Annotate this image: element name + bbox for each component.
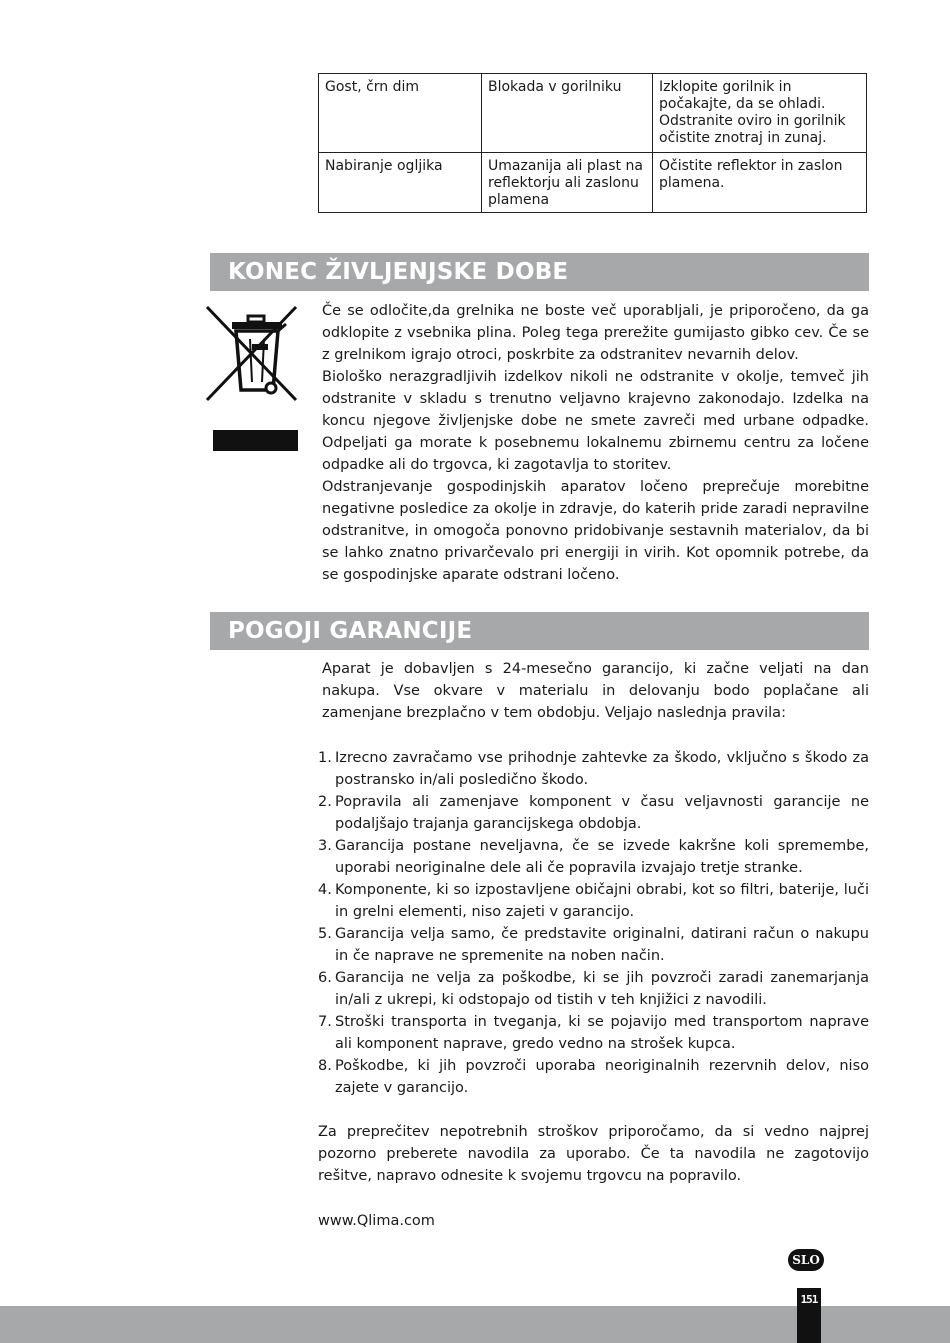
warranty-rules-list xyxy=(318,747,869,1099)
list-text: Stroški transporta in tveganja, ki se pojavijo med transportom naprave ali komponent naprave, gredo vedno na strošek kupca. xyxy=(335,1014,869,1052)
list-text: Poškodbe, ki jih povzroči uporaba neoriginalnih rezervnih delov, niso zajete v garancijo. xyxy=(335,1058,869,1096)
list-text: Izrecno zavračamo vse prihodnje zahtevke za škodo, vključno s škodo za postransko in/ali posledično škodo. xyxy=(335,750,869,788)
warranty-closing xyxy=(318,1121,869,1187)
list-item xyxy=(318,923,869,967)
list-item xyxy=(318,967,869,1011)
paragraph: Aparat je dobavljen s 24-mesečno garancijo, ki začne veljati na dan nakupa. Vse okvare v materialu in delovanju bodo poplačane ali zamenjane brezplačno v tem obdobju. Veljajo naslednja pravila: xyxy=(322,661,869,721)
warranty-heading: POGOJI GARANCIJE xyxy=(210,612,869,650)
list-number: 4. xyxy=(318,882,332,898)
list-number: 3. xyxy=(318,838,332,854)
list-number: 2. xyxy=(318,794,332,810)
problem-cell: Gost, črn dim xyxy=(319,74,482,153)
list-text: Popravila ali zamenjave komponent v času veljavnosti garancije ne podaljšajo trajanja garancijskega obdobja. xyxy=(335,794,869,832)
problem-cell: Nabiranje ogljika xyxy=(319,153,482,213)
cause-cell: Blokada v gorilniku xyxy=(482,74,653,153)
paragraph: Če se odločite,da grelnika ne boste več uporabljali, je priporočeno, da ga odklopite z vsebnika plina. Poleg tega prerežite gumijasto gibko cev. Če se z grelnikom igrajo otroci, poskrbite za odstranitev nevarnih delov. xyxy=(322,303,869,363)
solution-cell: Izklopite gorilnik in počakajte, da se ohladi. Odstranite oviro in gorilnik očistite znotraj in zunaj. xyxy=(653,74,867,153)
list-number: 5. xyxy=(318,926,332,942)
list-item xyxy=(318,1011,869,1055)
weee-crossed-bin-icon xyxy=(204,304,304,454)
list-item xyxy=(318,879,869,923)
website-link[interactable]: www.Qlima.com xyxy=(318,1213,435,1229)
end-of-life-heading: KONEC ŽIVLJENJSKE DOBE xyxy=(210,253,869,291)
list-item xyxy=(318,835,869,879)
table-row xyxy=(319,153,867,213)
page-number: 151 xyxy=(800,1293,818,1306)
paragraph: Odstranjevanje gospodinjskih aparatov ločeno preprečuje morebitne negativne posledice za okolje in zdravje, do katerih pride zaradi nepravilne odstranitve, in omogoča ponovno pridobivanje sestavnih materialov, da bi se lahko znatno privarčevalo pri energiji in virih. Kot opomnik potrebe, da se gospodinjske aparate odstrani ločeno. xyxy=(322,479,869,583)
list-text: Komponente, ki so izpostavljene običajni obrabi, kot so filtri, baterije, luči in grelni elementi, niso zajeti v garancijo. xyxy=(335,882,869,920)
list-number: 8. xyxy=(318,1058,332,1074)
end-of-life-text xyxy=(322,300,869,586)
list-item xyxy=(318,791,869,835)
troubleshooting-table xyxy=(318,73,867,213)
table-row xyxy=(319,74,867,153)
solution-cell: Očistite reflektor in zaslon plamena. xyxy=(653,153,867,213)
list-item xyxy=(318,747,869,791)
warranty-intro xyxy=(322,658,869,724)
list-number: 7. xyxy=(318,1014,332,1030)
list-number: 1. xyxy=(318,750,332,766)
list-text: Garancija velja samo, če predstavite originalni, datirani račun o nakupu in če naprave ne spremenite na noben način. xyxy=(335,926,869,964)
paragraph: Biološko nerazgradljivih izdelkov nikoli ne odstranite v okolje, temveč jih odstranite v skladu s trenutno veljavno krajevno zakonodajo. Izdelka na koncu njegove življenjske dobe ne smete zavreči med urbane odpadke. Odpeljati ga morate k posebnemu lokalnemu zbirnemu centru za ločene odpadke ali do trgovca, ki zagotavlja to storitev. xyxy=(322,369,869,473)
cause-cell: Umazanija ali plast na reflektorju ali zaslonu plamena xyxy=(482,153,653,213)
list-text: Garancija ne velja za poškodbe, ki se jih povzroči zaradi zanemarjanja in/ali z ukrepi, ki odstopajo od tistih v teh knjižici z navodili. xyxy=(335,970,869,1008)
paragraph: Za preprečitev nepotrebnih stroškov priporočamo, da si vedno najprej pozorno preberete navodila za uporabo. Če ta navodila ne zagotovijo rešitve, napravo odnesite k svojemu trgovcu na popravilo. xyxy=(318,1124,869,1184)
list-item xyxy=(318,1055,869,1099)
list-number: 6. xyxy=(318,970,332,986)
list-text: Garancija postane neveljavna, če se izvede kakršne koli spremembe, uporabi neoriginalne dele ali če popravila izvajajo tretje stranke. xyxy=(335,838,869,876)
language-badge: SLO xyxy=(788,1249,824,1271)
